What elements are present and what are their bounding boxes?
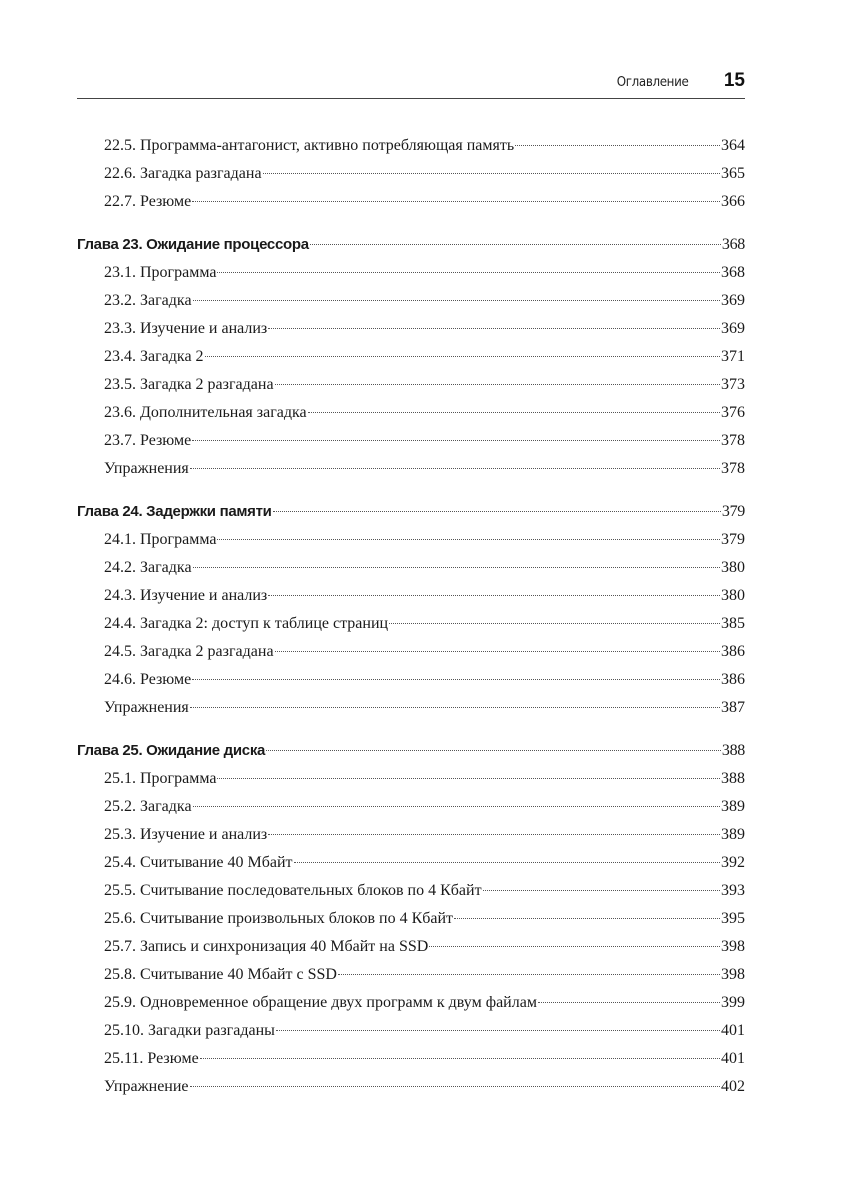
header-page-number: 15	[723, 70, 745, 91]
chapter-22-continued	[77, 132, 745, 216]
toc-section-entry[interactable]	[77, 849, 745, 877]
dot-leader	[275, 651, 720, 652]
entry-title: 24.1. Программа	[104, 531, 217, 548]
entry-page-number: 395	[721, 910, 745, 927]
entry-page-number: 392	[721, 854, 745, 871]
toc-chapter-heading[interactable]	[77, 498, 745, 526]
dot-leader	[217, 539, 720, 540]
entry-title: 25.10. Загадки разгаданы	[104, 1022, 275, 1039]
entry-title: 23.4. Загадка 2	[104, 348, 204, 365]
entry-page-number: 380	[721, 559, 745, 576]
dot-leader	[308, 412, 720, 413]
entry-title: 25.8. Считывание 40 Мбайт с SSD	[104, 966, 337, 983]
entry-title: 25.4. Считывание 40 Мбайт	[104, 854, 293, 871]
chapters-list	[77, 231, 745, 1101]
header-title: Оглавление	[616, 74, 688, 90]
dot-leader	[193, 806, 720, 807]
entry-title: 24.3. Изучение и анализ	[104, 587, 268, 604]
entry-page-number: 380	[721, 587, 745, 604]
entry-page-number: 388	[721, 770, 745, 787]
entry-title: Глава 25. Ожидание диска	[77, 742, 266, 759]
table-of-contents	[77, 132, 745, 1116]
dot-leader	[538, 1002, 720, 1003]
entry-page-number: 386	[721, 643, 745, 660]
entry-title: Упражнения	[104, 460, 189, 477]
dot-leader	[310, 244, 721, 245]
entry-title: 23.2. Загадка	[104, 292, 192, 309]
dot-leader	[389, 623, 720, 624]
dot-leader	[276, 1030, 720, 1031]
entry-title: 25.3. Изучение и анализ	[104, 826, 268, 843]
toc-section-entry[interactable]	[77, 287, 745, 315]
toc-section-entry[interactable]	[77, 989, 745, 1017]
entry-page-number: 387	[721, 699, 745, 716]
dot-leader	[205, 356, 720, 357]
dot-leader	[268, 328, 720, 329]
running-header	[77, 66, 745, 99]
toc-section-entry[interactable]	[77, 160, 745, 188]
toc-section-entry[interactable]	[77, 132, 745, 160]
entry-title: 25.5. Считывание последовательных блоков по 4 Кбайт	[104, 882, 482, 899]
entry-page-number: 398	[721, 938, 745, 955]
toc-section-entry[interactable]	[77, 961, 745, 989]
dot-leader	[217, 272, 720, 273]
toc-section-entry[interactable]	[77, 188, 745, 216]
entry-title: 25.7. Запись и синхронизация 40 Мбайт на SSD	[104, 938, 429, 955]
entry-title: 24.6. Резюме	[104, 671, 192, 688]
entry-title: 23.5. Загадка 2 разгадана	[104, 376, 274, 393]
toc-chapter-heading[interactable]	[77, 737, 745, 765]
toc-section-entry[interactable]	[77, 259, 745, 287]
entry-title: 24.2. Загадка	[104, 559, 192, 576]
dot-leader	[200, 1058, 720, 1059]
entry-page-number: 368	[721, 264, 745, 281]
toc-section-entry[interactable]	[77, 455, 745, 483]
entry-title: 25.2. Загадка	[104, 798, 192, 815]
toc-section-entry[interactable]	[77, 905, 745, 933]
chapter-block	[77, 737, 745, 1101]
dot-leader	[193, 300, 720, 301]
entry-title: 25.9. Одновременное обращение двух программ к двум файлам	[104, 994, 537, 1011]
entry-page-number: 376	[721, 404, 745, 421]
toc-section-entry[interactable]	[77, 638, 745, 666]
entry-title: 22.6. Загадка разгадана	[104, 165, 262, 182]
toc-section-entry[interactable]	[77, 793, 745, 821]
dot-leader	[192, 201, 720, 202]
dot-leader	[190, 1086, 720, 1087]
dot-leader	[268, 834, 720, 835]
toc-section-entry[interactable]	[77, 610, 745, 638]
entry-page-number: 399	[721, 994, 745, 1011]
dot-leader	[268, 595, 720, 596]
dot-leader	[429, 946, 720, 947]
entry-title: 25.11. Резюме	[104, 1050, 199, 1067]
entry-title: 22.7. Резюме	[104, 193, 192, 210]
toc-section-entry[interactable]	[77, 399, 745, 427]
toc-section-entry[interactable]	[77, 315, 745, 343]
toc-section-entry[interactable]	[77, 765, 745, 793]
entry-title: 24.5. Загадка 2 разгадана	[104, 643, 274, 660]
dot-leader	[275, 384, 720, 385]
entry-title: 24.4. Загадка 2: доступ к таблице страниц	[104, 615, 389, 632]
toc-section-entry[interactable]	[77, 821, 745, 849]
entry-title: 25.6. Считывание произвольных блоков по 4 Кбайт	[104, 910, 454, 927]
dot-leader	[515, 145, 720, 146]
entry-page-number: 402	[721, 1078, 745, 1095]
entry-page-number: 368	[721, 236, 745, 253]
entry-page-number: 401	[721, 1050, 745, 1067]
dot-leader	[190, 468, 720, 469]
entry-title: 23.3. Изучение и анализ	[104, 320, 268, 337]
entry-title: Упражнения	[104, 699, 189, 716]
dot-leader	[273, 511, 721, 512]
entry-page-number: 386	[721, 671, 745, 688]
dot-leader	[193, 567, 720, 568]
entry-page-number: 378	[721, 432, 745, 449]
entry-page-number: 369	[721, 320, 745, 337]
entry-page-number: 365	[721, 165, 745, 182]
dot-leader	[263, 173, 720, 174]
entry-page-number: 373	[721, 376, 745, 393]
toc-section-entry[interactable]	[77, 1017, 745, 1045]
entry-page-number: 369	[721, 292, 745, 309]
entry-title: 23.1. Программа	[104, 264, 217, 281]
dot-leader	[454, 918, 720, 919]
toc-section-entry[interactable]	[77, 694, 745, 722]
entry-page-number: 378	[721, 460, 745, 477]
dot-leader	[217, 778, 720, 779]
chapter-block	[77, 231, 745, 483]
toc-section-entry[interactable]	[77, 371, 745, 399]
toc-chapter-heading[interactable]	[77, 231, 745, 259]
toc-section-entry[interactable]	[77, 1045, 745, 1073]
toc-section-entry[interactable]	[77, 526, 745, 554]
entry-title: Упражнение	[104, 1078, 189, 1095]
toc-section-entry[interactable]	[77, 666, 745, 694]
entry-title: 23.7. Резюме	[104, 432, 192, 449]
entry-title: Глава 23. Ожидание процессора	[77, 236, 309, 253]
entry-page-number: 371	[721, 348, 745, 365]
dot-leader	[294, 862, 720, 863]
dot-leader	[266, 750, 721, 751]
dot-leader	[192, 679, 720, 680]
entry-page-number: 385	[721, 615, 745, 632]
entry-title: 23.6. Дополнительная загадка	[104, 404, 307, 421]
toc-section-entry[interactable]	[77, 427, 745, 455]
entry-page-number: 389	[721, 826, 745, 843]
entry-page-number: 366	[721, 193, 745, 210]
entry-page-number: 388	[721, 742, 745, 759]
dot-leader	[483, 890, 720, 891]
dot-leader	[192, 440, 720, 441]
toc-section-entry[interactable]	[77, 343, 745, 371]
entry-title: 22.5. Программа-антагонист, активно потребляющая память	[104, 137, 515, 154]
toc-section-entry[interactable]	[77, 582, 745, 610]
entry-title: Глава 24. Задержки памяти	[77, 503, 272, 520]
entry-page-number: 379	[721, 503, 745, 520]
toc-section-entry[interactable]	[77, 933, 745, 961]
toc-section-entry[interactable]	[77, 877, 745, 905]
entry-page-number: 398	[721, 966, 745, 983]
entry-page-number: 379	[721, 531, 745, 548]
toc-section-entry[interactable]	[77, 1073, 745, 1101]
chapter-block	[77, 498, 745, 722]
entry-page-number: 389	[721, 798, 745, 815]
dot-leader	[338, 974, 720, 975]
entry-page-number: 364	[721, 137, 745, 154]
toc-section-entry[interactable]	[77, 554, 745, 582]
entry-title: 25.1. Программа	[104, 770, 217, 787]
dot-leader	[190, 707, 720, 708]
entry-page-number: 393	[721, 882, 745, 899]
entry-page-number: 401	[721, 1022, 745, 1039]
